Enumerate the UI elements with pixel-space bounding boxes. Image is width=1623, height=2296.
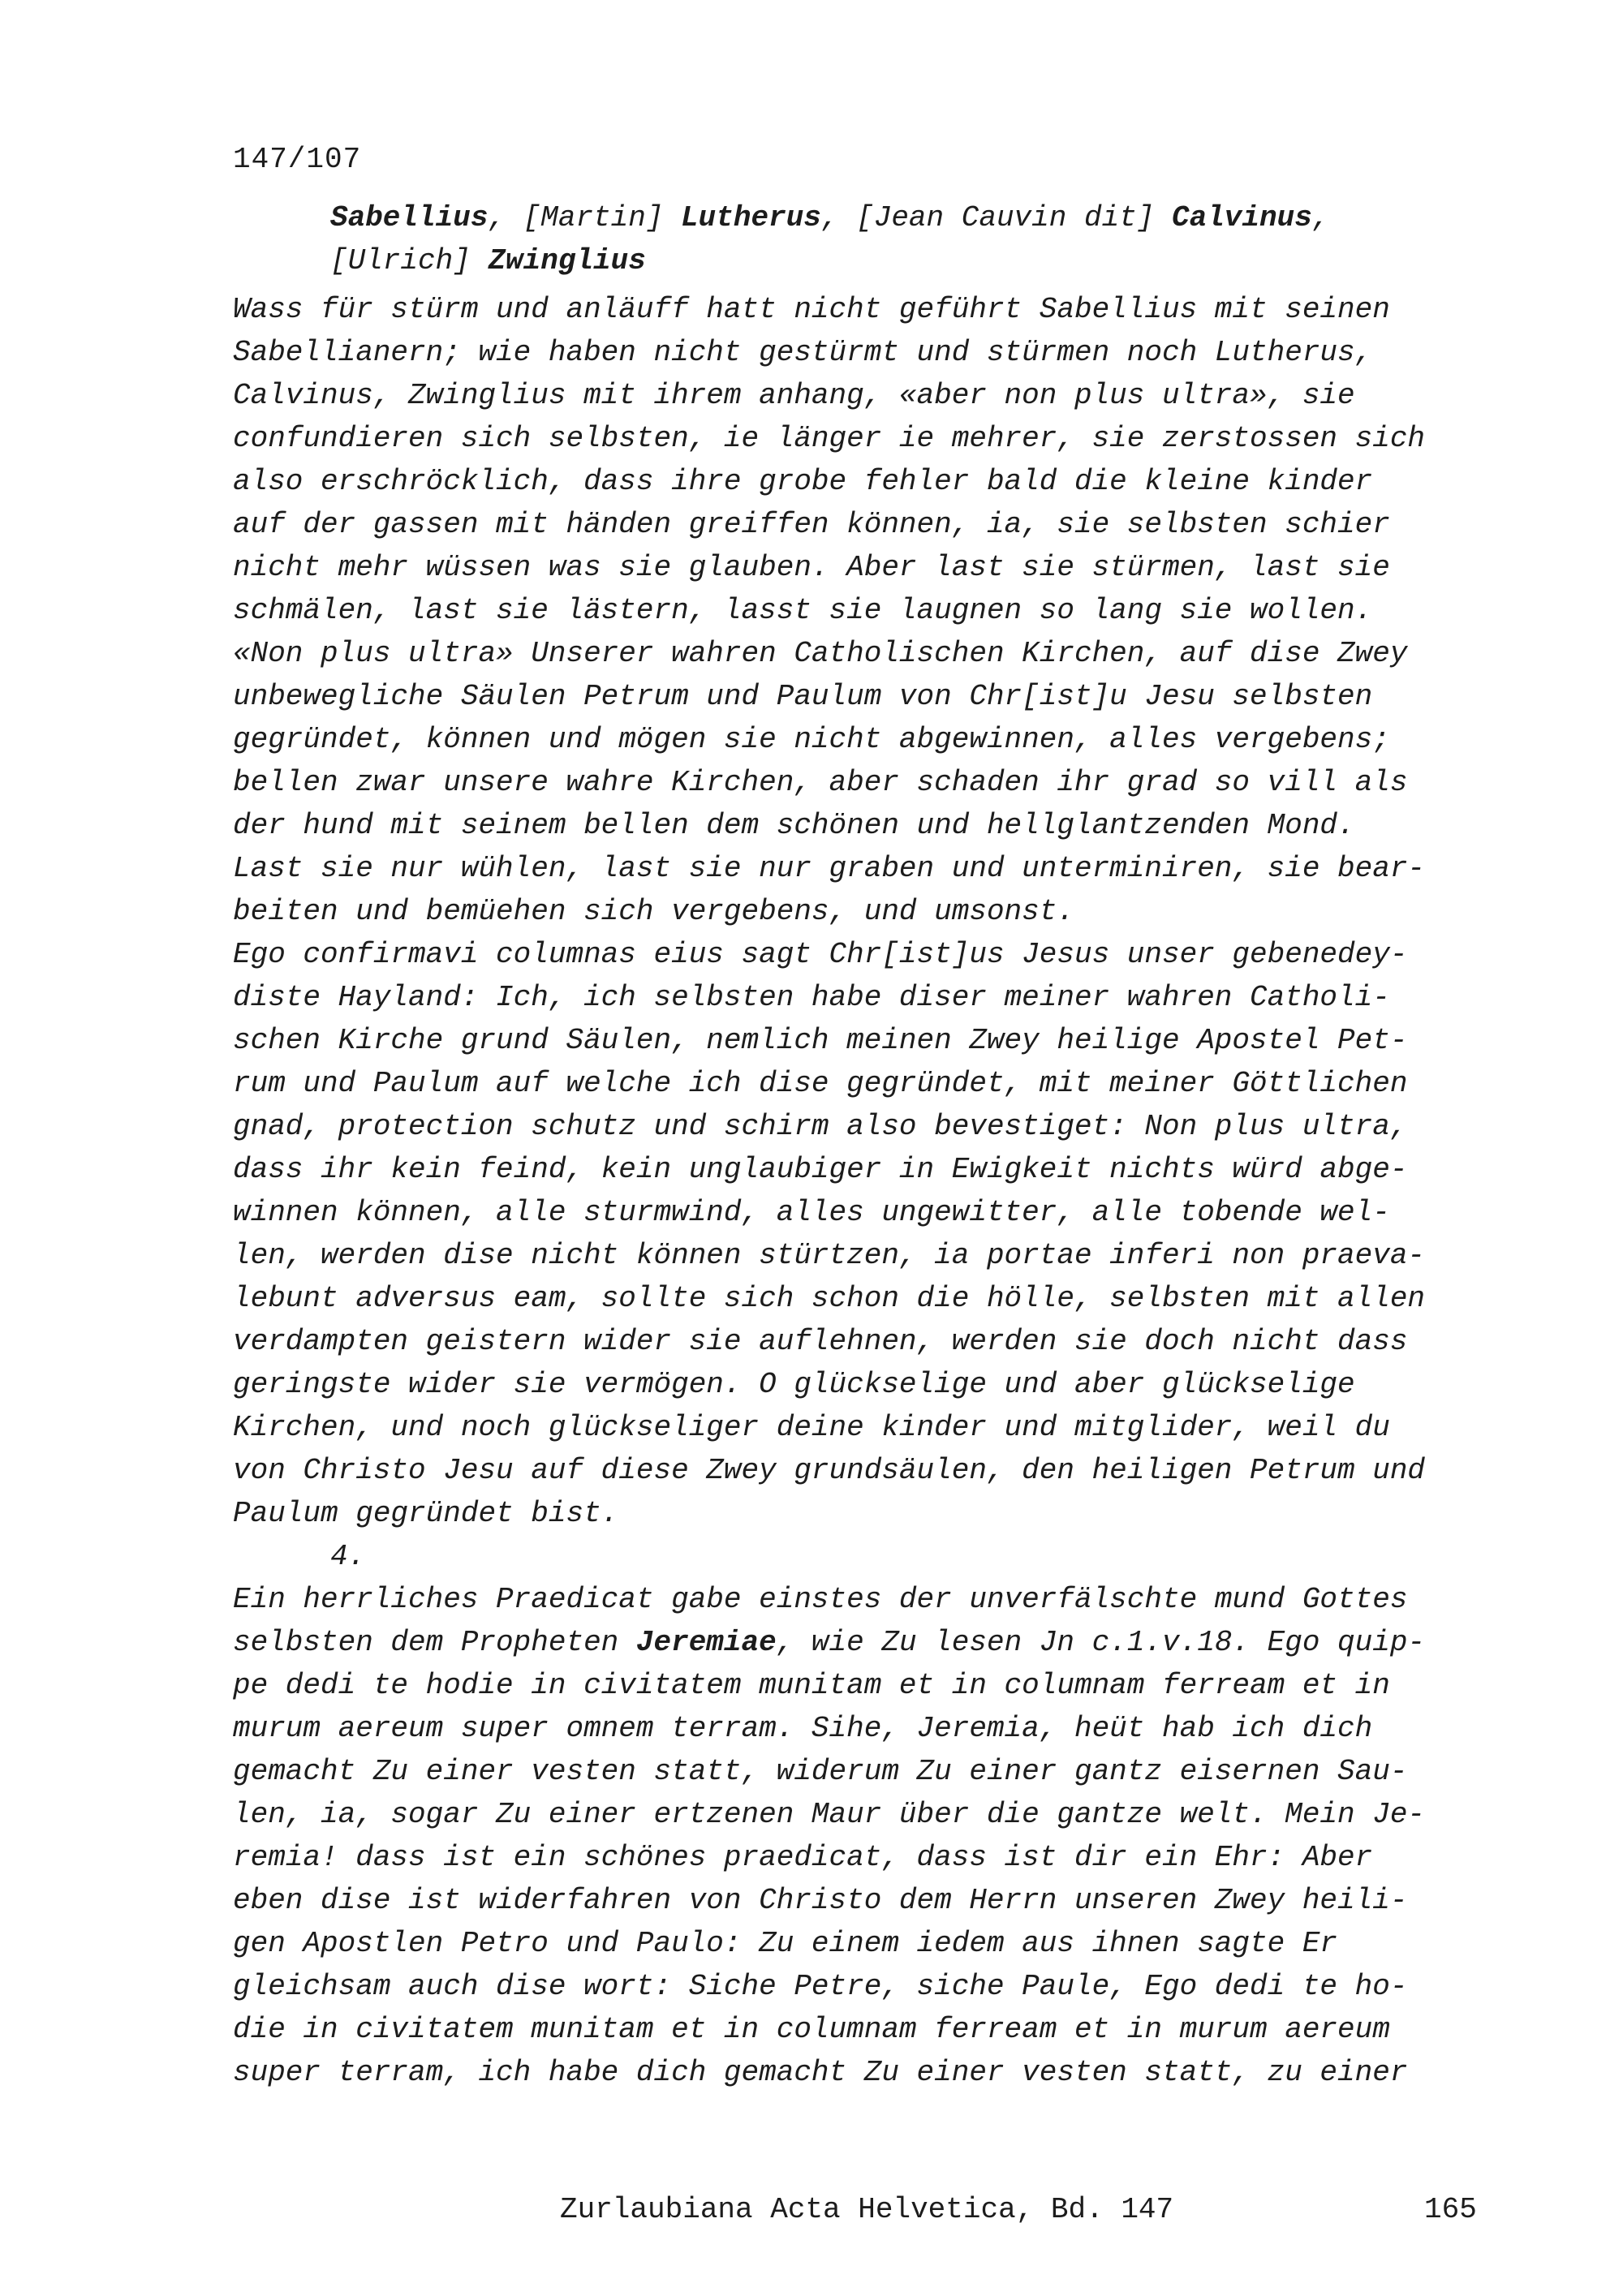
text-line: Last sie nur wühlen, last sie nur graben und unterminiren, sie bear- [233,852,1426,885]
text-line: len, werden dise nicht können stürtzen, ia portae inferi non praeva- [233,1239,1426,1272]
text-line: der hund mit seinem bellen dem schönen und hellglantzenden Mond. [233,809,1355,842]
text-segment: , wie Zu lesen Jn c.1.v.18. Ego quip- [776,1626,1426,1659]
text-line: geringste wider sie vermögen. O glückselige und aber glückselige [233,1368,1355,1401]
text-line: diste Hayland: Ich, ich selbsten habe diser meiner wahren Catholi- [233,981,1390,1014]
text-line: pe dedi te hodie in civitatem munitam et in columnam ferream et in [233,1669,1390,1702]
text-line: super terram, ich habe dich gemacht Zu einer vesten statt, zu einer [233,2056,1408,2089]
text-line: «Non plus ultra» Unserer wahren Catholischen Kirchen, auf dise Zwey [233,637,1408,670]
text-line: murum aereum super omnem terram. Sihe, Jeremia, heüt hab ich dich [233,1712,1373,1745]
text-line: eben dise ist widerfahren von Christo dem Herrn unseren Zwey heili- [233,1884,1408,1917]
text-line: Kirchen, und noch glückseliger deine kinder und mitglider, weil du [233,1411,1390,1444]
heading-name-calvinus: Calvinus [1171,201,1312,234]
text-line: rum und Paulum auf welche ich dise gegründet, mit meiner Göttlichen [233,1067,1408,1100]
text-line: remia! dass ist ein schönes praedicat, dass ist dir ein Ehr: Aber [233,1841,1373,1874]
text-line: gegründet, können und mögen sie nicht abgewinnen, alles vergebens; [233,723,1390,756]
text-line: also erschröcklich, dass ihre grobe fehler bald die kleine kinder [233,465,1373,498]
section-heading [330,196,1466,282]
section-number: 4. [330,1540,366,1573]
page-footer [0,2188,1623,2231]
text-line: schen Kirche grund Säulen, nemlich meinen Zwey heilige Apostel Pet- [233,1024,1408,1057]
text-line: len, ia, sogar Zu einer ertzenen Maur über die gantze welt. Mein Je- [233,1798,1426,1831]
text-line [233,1621,1499,1664]
text-line: Ego confirmavi columnas eius sagt Chr[ist]us Jesus unser gebenedey- [233,938,1408,971]
heading-text: , [Jean Cauvin dit] [820,201,1172,234]
text-line: auf der gassen mit händen greiffen können, ia, sie selbsten schier [233,508,1390,541]
text-line: gemacht Zu einer vesten statt, widerum Zu einer gantz eisernen Sau- [233,1755,1408,1788]
heading-name-zwinglius: Zwinglius [488,244,646,277]
text-line: gleichsam auch dise wort: Siche Petre, siche Paule, Ego dedi te ho- [233,1970,1408,2003]
heading-name-sabellius: Sabellius [330,201,489,234]
text-line: winnen können, alle sturmwind, alles ungewitter, alle tobende wel- [233,1196,1390,1229]
text-line: Calvinus, Zwinglius mit ihrem anhang, «aber non plus ultra», sie [233,379,1355,412]
text-line: Wass für stürm und anläuff hatt nicht geführt Sabellius mit seinen [233,293,1390,326]
text-line: die in civitatem munitam et in columnam ferream et in murum aereum [233,2013,1390,2046]
text-segment: selbsten dem Propheten [233,1626,636,1659]
heading-text: , [Martin] [488,201,682,234]
text-line: gnad, protection schutz und schirm also bevestiget: Non plus ultra, [233,1110,1408,1143]
footer-title: Zurlaubiana Acta Helvetica, Bd. 147 [560,2193,1174,2226]
name-jeremiae: Jeremiae [635,1626,777,1659]
text-line: confundieren sich selbsten, ie länger ie mehrer, sie zerstossen sich [233,422,1426,455]
body-text [233,288,1499,2094]
text-line: Sabellianern; wie haben nicht gestürmt und stürmen noch Lutherus, [233,336,1373,369]
heading-line-1 [330,196,1466,239]
document-reference: 147/107 [233,143,362,176]
text-line: nicht mehr wüssen was sie glauben. Aber last sie stürmen, last sie [233,551,1390,584]
text-line: beiten und bemüehen sich vergebens, und umsonst. [233,895,1074,928]
text-line: unbewegliche Säulen Petrum und Paulum von Chr[ist]u Jesu selbsten [233,680,1373,713]
text-line: lebunt adversus eam, sollte sich schon die hölle, selbsten mit allen [233,1282,1426,1315]
heading-text: [Ulrich] [330,244,489,277]
text-line: bellen zwar unsere wahre Kirchen, aber schaden ihr grad so vill als [233,766,1408,799]
page-number: 165 [1424,2193,1477,2226]
text-line: gen Apostlen Petro und Paulo: Zu einem iedem aus ihnen sagte Er [233,1927,1338,1960]
text-line: Paulum gegründet bist. [233,1497,619,1530]
heading-text: , [1311,201,1330,234]
text-line: schmälen, last sie lästern, lasst sie laugnen so lang sie wollen. [233,594,1373,627]
text-line: verdampten geistern wider sie auflehnen, werden sie doch nicht dass [233,1325,1408,1358]
text-line: dass ihr kein feind, kein unglaubiger in Ewigkeit nichts würd abge- [233,1153,1408,1186]
heading-line-2 [330,239,1466,282]
text-line: Ein herrliches Praedicat gabe einstes der unverfälschte mund Gottes [233,1583,1408,1616]
text-line: von Christo Jesu auf diese Zwey grundsäulen, den heiligen Petrum und [233,1454,1426,1487]
heading-name-lutherus: Lutherus [681,201,821,234]
